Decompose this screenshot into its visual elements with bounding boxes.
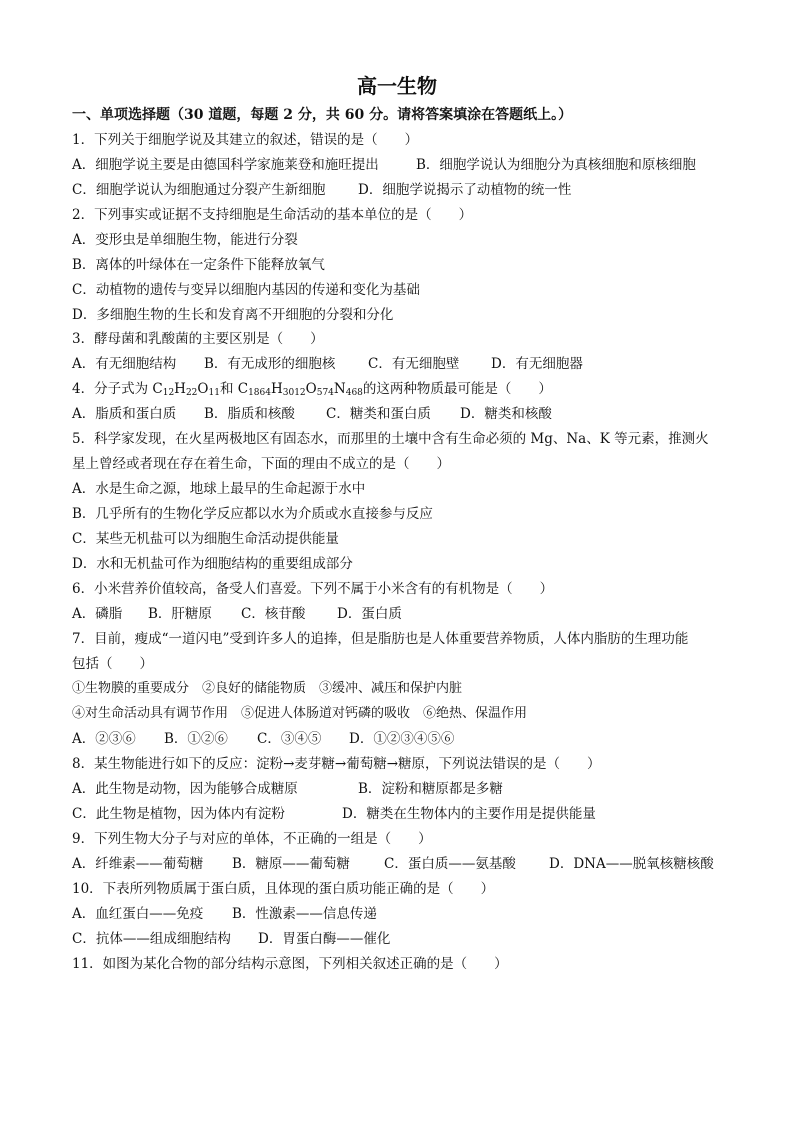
question-4-options bbox=[72, 405, 552, 423]
question-8-option-a: A．此生物是动物，因为能够合成糖原 bbox=[72, 781, 298, 797]
question-7-items-line2: ④对生命活动具有调节作用 ⑤促进人体肠道对钙磷的吸收 ⑥绝热、保温作用 bbox=[72, 706, 528, 721]
question-10-options-row2 bbox=[72, 930, 390, 948]
question-2-stem: 2．下列事实或证据不支持细胞是生命活动的基本单位的是（ ） bbox=[72, 207, 473, 223]
question-7-option-a: A．②③⑥ bbox=[72, 731, 136, 747]
question-8-option-c: C．此生物是植物，因为体内有淀粉 bbox=[72, 806, 285, 822]
question-1-option-d: D．细胞学说揭示了动植物的统一性 bbox=[358, 182, 572, 198]
question-9-option-c: C．蛋白质——氨基酸 bbox=[384, 856, 516, 872]
question-3-stem: 3．酵母菌和乳酸菌的主要区别是（ ） bbox=[72, 331, 324, 347]
question-8-option-d: D．糖类在生物体内的主要作用是提供能量 bbox=[342, 806, 596, 822]
question-5-option-d: D．水和无机盐可作为细胞结构的重要组成部分 bbox=[72, 556, 353, 572]
question-6-option-c: C．核苷酸 bbox=[241, 606, 306, 622]
question-4-stem: 4．分子式为 $C_{12}H_{22}O_{11}$和 $C_{1864}H_{3012}O_{574}N_{468}$的这两种物质最可能是（ ） bbox=[72, 381, 552, 398]
section-heading: 一、单项选择题（30 道题，每题 2 分，共 60 分。请将答案填涂在答题纸上。） bbox=[72, 107, 573, 123]
question-3-option-c: C．有无细胞壁 bbox=[368, 356, 460, 372]
question-1-option-a: A．细胞学说主要是由德国科学家施莱登和施旺提出 bbox=[72, 157, 379, 173]
question-7-option-c: C．③④⑤ bbox=[257, 731, 322, 747]
question-8-option-b: B．淀粉和糖原都是多糖 bbox=[358, 781, 503, 797]
question-1-option-c: C．细胞学说认为细胞通过分裂产生新细胞 bbox=[72, 182, 326, 198]
question-5-stem-line1: 5．科学家发现，在火星两极地区有固态水，而那里的土壤中含有生命必须的 Mg、Na、K 等元素，推测火 bbox=[72, 431, 709, 447]
question-10-option-d: D．胃蛋白酶——催化 bbox=[258, 931, 391, 947]
question-6-option-a: A．磷脂 bbox=[72, 606, 123, 622]
question-1-stem: 1．下列关于细胞学说及其建立的叙述，错误的是（ ） bbox=[72, 132, 419, 148]
question-1-option-b: B．细胞学说认为细胞分为真核细胞和原核细胞 bbox=[416, 157, 696, 173]
question-2-option-c: C．动植物的遗传与变异以细胞内基因的传递和变化为基础 bbox=[72, 282, 420, 298]
question-6-option-b: B．肝糖原 bbox=[148, 606, 212, 622]
question-4-option-c: C．糖类和蛋白质 bbox=[326, 406, 431, 422]
question-8-options-row1 bbox=[72, 780, 503, 798]
question-9-option-d: D．DNA——脱氧核糖核酸 bbox=[549, 856, 714, 872]
question-10-option-a: A．血红蛋白——免疫 bbox=[72, 906, 204, 922]
question-8-options-row2 bbox=[72, 805, 596, 823]
question-9-options bbox=[72, 855, 714, 873]
question-5-option-c: C．某些无机盐可以为细胞生命活动提供能量 bbox=[72, 531, 339, 547]
question-7-items-line1: ①生物膜的重要成分 ②良好的储能物质 ③缓冲、减压和保护内脏 bbox=[72, 681, 463, 696]
question-4-option-a: A．脂质和蛋白质 bbox=[72, 406, 177, 422]
question-10-options-row1 bbox=[72, 905, 377, 923]
question-4-option-d: D．糖类和核酸 bbox=[460, 406, 552, 422]
question-10-option-c: C．抗体——组成细胞结构 bbox=[72, 931, 231, 947]
question-5-option-b: B．几乎所有的生物化学反应都以水为介质或水直接参与反应 bbox=[72, 506, 433, 522]
question-3-option-a: A．有无细胞结构 bbox=[72, 356, 177, 372]
question-9-option-a: A．纤维素——葡萄糖 bbox=[72, 856, 204, 872]
question-10-option-b: B．性激素——信息传递 bbox=[232, 906, 377, 922]
question-5-option-a: A．水是生命之源，地球上最早的生命起源于水中 bbox=[72, 481, 366, 497]
question-7-option-b: B．①②⑥ bbox=[164, 731, 228, 747]
question-3-options bbox=[72, 355, 583, 373]
question-7-option-d: D．①②③④⑤⑥ bbox=[349, 731, 455, 747]
question-6-stem: 6．小米营养价值较高，备受人们喜爱。下列不属于小米含有的有机物是（ ） bbox=[72, 581, 554, 597]
question-3-option-d: D．有无细胞器 bbox=[491, 356, 583, 372]
question-6-option-d: D．蛋白质 bbox=[337, 606, 402, 622]
question-9-option-b: B．糖原——葡萄糖 bbox=[232, 856, 350, 872]
question-1-options-row1 bbox=[72, 156, 696, 174]
question-5-stem-line2: 星上曾经或者现在存在着生命，下面的理由不成立的是（ ） bbox=[72, 456, 450, 472]
question-2-option-d: D．多细胞生物的生长和发育离不开细胞的分裂和分化 bbox=[72, 307, 394, 323]
question-7-options bbox=[72, 730, 454, 748]
question-3-option-b: B．有无成形的细胞核 bbox=[204, 356, 336, 372]
question-10-stem: 10．下表所列物质属于蛋白质，且体现的蛋白质功能正确的是（ ） bbox=[72, 881, 495, 897]
question-2-option-a: A．变形虫是单细胞生物，能进行分裂 bbox=[72, 232, 298, 248]
question-11-stem: 11．如图为某化合物的部分结构示意图，下列相关叙述正确的是（ ） bbox=[72, 956, 508, 972]
question-7-stem-line2: 包括（ ） bbox=[72, 656, 153, 672]
question-2-option-b: B．离体的叶绿体在一定条件下能释放氧气 bbox=[72, 257, 325, 273]
question-6-options bbox=[72, 605, 402, 623]
question-7-stem-line1: 7．目前，瘦成“一道闪电”受到许多人的追捧，但是脂肪也是人体重要营养物质，人体内脂肪的生理功能 bbox=[72, 631, 689, 647]
question-1-options-row2 bbox=[72, 181, 571, 199]
question-8-stem: 8．某生物能进行如下的反应：淀粉→麦芽糖→葡萄糖→糖原，下列说法错误的是（ ） bbox=[72, 756, 601, 772]
question-4-option-b: B．脂质和核酸 bbox=[204, 406, 295, 422]
question-9-stem: 9．下列生物大分子与对应的单体，不正确的一组是（ ） bbox=[72, 831, 432, 847]
page-title: 高一生物 bbox=[357, 74, 437, 98]
